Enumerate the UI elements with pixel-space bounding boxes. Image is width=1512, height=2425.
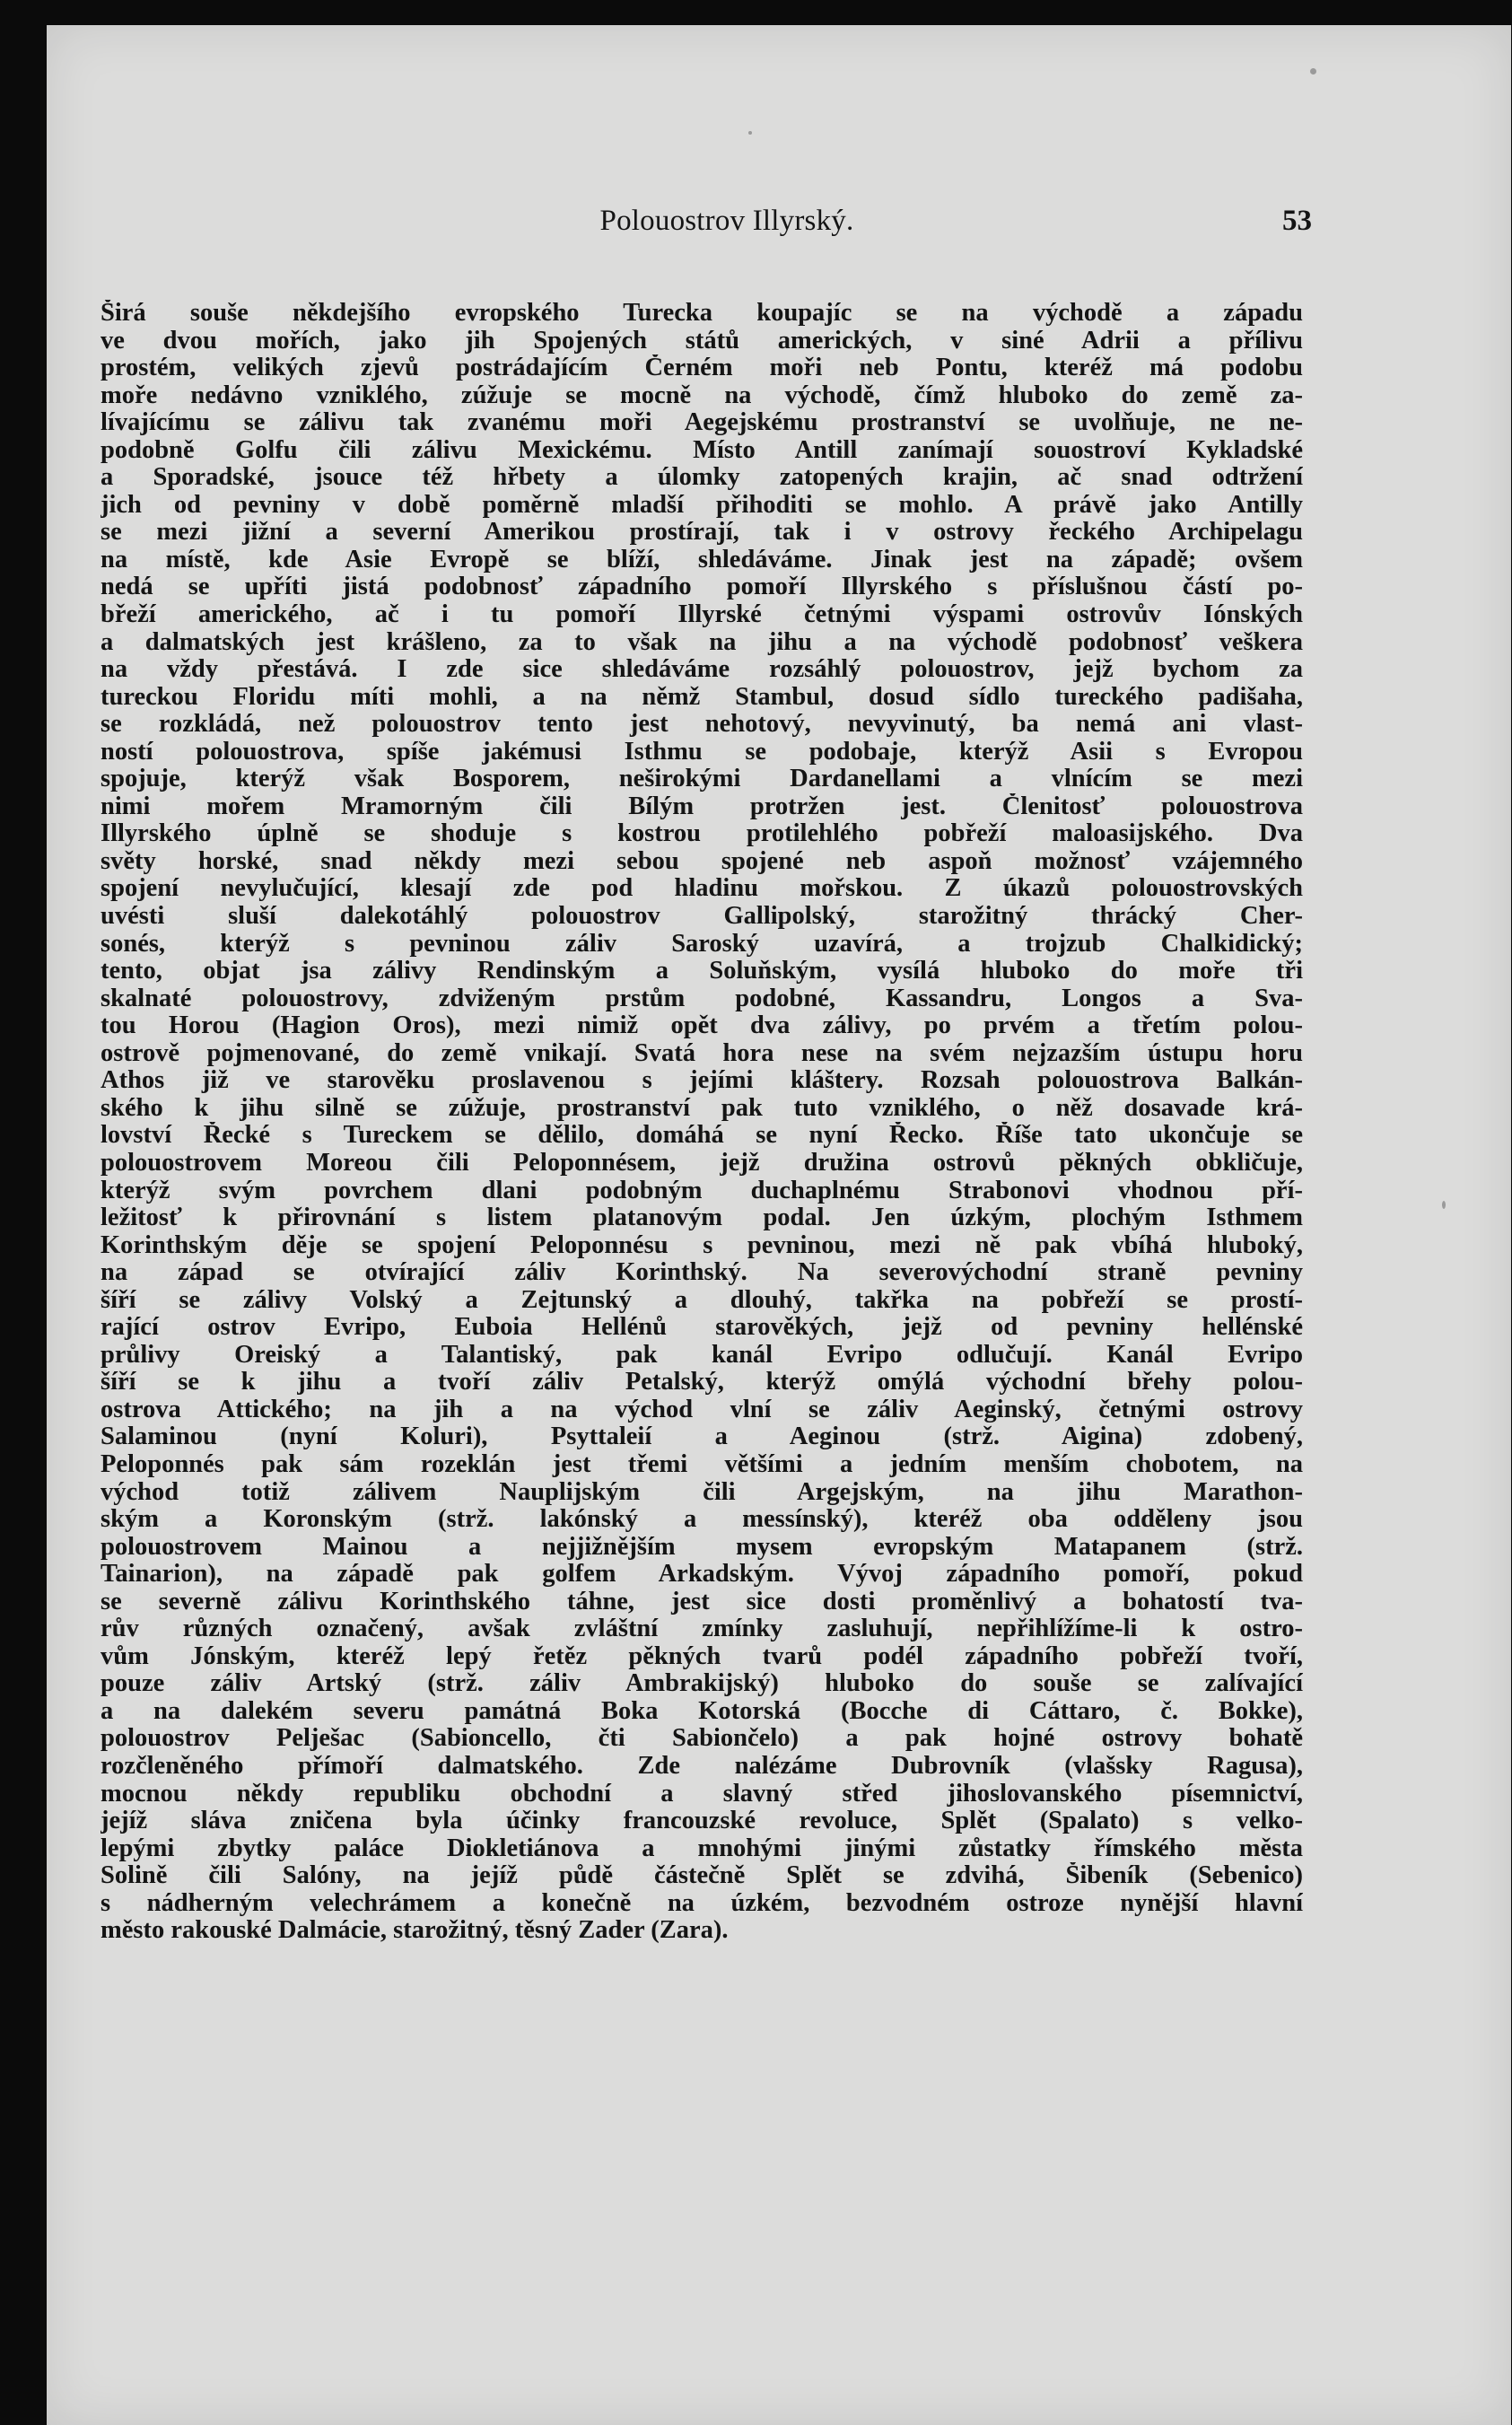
text-line: ležitosť k přirovnání s listem platanovým podal. Jen úzkým, plochým Isthmem xyxy=(101,1204,1303,1232)
text-line: východ totiž zálivem Nauplijským čili Argejským, na jihu Marathon- xyxy=(101,1478,1303,1506)
text-line: se mezi jižní a severní Amerikou prostírají, tak i v ostrovy řeckého Archipelagu xyxy=(101,519,1303,547)
paper-speck xyxy=(1310,68,1316,74)
text-line: polouostrovem Moreou čili Peloponnésem, jejž družina ostrovů pěkných obkličuje, xyxy=(101,1149,1303,1177)
text-line: tou Horou (Hagion Oros), mezi nimiž opět dva zálivy, po prvém a třetím polou- xyxy=(101,1012,1303,1040)
text-line: jejíž sláva zničena byla účinky francouzské revoluce, Splět (Spalato) s velko- xyxy=(101,1808,1303,1835)
text-line: ností polouostrova, spíše jakémusi Isthmu se podobaje, kterýž Asii s Evropou xyxy=(101,738,1303,766)
text-line: kterýž svým povrchem dlani podobným duchaplnému Strabonovi vhodnou pří- xyxy=(101,1177,1303,1204)
text-line: polouostrovem Mainou a nejjižnějším mysem evropským Matapanem (strž. xyxy=(101,1533,1303,1561)
page-number: 53 xyxy=(1282,205,1312,237)
text-line: světy horské, snad někdy mezi sebou spojené neb aspoň možnosť vzájemného xyxy=(101,847,1303,875)
text-line: šíří se zálivy Volský a Zejtunský a dlouhý, takřka na pobřeží se prostí- xyxy=(101,1286,1303,1314)
page-title: Polouostrov Illyrský. xyxy=(599,205,854,237)
text-line: ským a Koronským (strž. lakónský a messínský), kteréž oba odděleny jsou xyxy=(101,1506,1303,1534)
text-line: nimi mořem Mramorným čili Bílým protržen jest. Členitosť polouostrova xyxy=(101,792,1303,820)
text-line: pouze záliv Artský (strž. záliv Ambrakijský) hluboko do souše se zalívající xyxy=(101,1670,1303,1698)
text-line: na vždy přestává. I zde sice shledáváme rozsáhlý polouostrov, jejž bychom za xyxy=(101,656,1303,684)
text-line: rův různých označený, avšak zvláštní zmínky zasluhují, nepřihlížíme-li k ostro- xyxy=(101,1615,1303,1643)
text-line: na západ se otvírající záliv Korinthský. Na severovýchodní straně pevniny xyxy=(101,1259,1303,1287)
text-line: Solině čili Salóny, na jejíž půdě částečně Splět se zdvihá, Šibeník (Sebenico) xyxy=(101,1862,1303,1890)
paper-speck xyxy=(1442,1201,1446,1209)
text-line: mocnou někdy republiku obchodní a slavný střed jihoslovanského písemnictví, xyxy=(101,1780,1303,1808)
text-line: skalnaté polouostrovy, zdviženým prstům podobné, Kassandru, Longos a Sva- xyxy=(101,985,1303,1012)
text-line: ve dvou mořích, jako jih Spojených států amerických, v siné Adrii a přílivu xyxy=(101,327,1303,355)
text-line: vům Jónským, kteréž lepý řetěz pěkných tvarů podél západního pobřeží tvoří, xyxy=(101,1642,1303,1670)
text-line: nedá se upříti jistá podobnosť západního pomoří Illyrského s příslušnou částí po- xyxy=(101,573,1303,601)
text-line: sonés, kterýž s pevninou záliv Saroský uzavírá, a trojzub Chalkidický; xyxy=(101,930,1303,958)
text-line-last: město rakouské Dalmácie, starožitný, těsný Zader (Zara). xyxy=(101,1917,729,1945)
text-line: Peloponnés pak sám rozeklán jest třemi většími a jedním menším chobotem, na xyxy=(101,1450,1303,1478)
text-line: rozčleněného přímoří dalmatského. Zde nalézáme Dubrovník (vlašsky Ragusa), xyxy=(101,1752,1303,1780)
text-line: ostrově pojmenované, do země vnikají. Svatá hora nese na svém nejzazším ústupu horu xyxy=(101,1039,1303,1067)
text-line: prostém, velikých zjevů postrádajícím Černém moři neb Pontu, kteréž má podobu xyxy=(101,355,1303,382)
text-line: Širá souše někdejšího evropského Turecka koupajíc se na východě a západu xyxy=(101,300,1303,327)
text-line: a dalmatských jest krášleno, za to však na jihu a na východě podobnosť veškera xyxy=(101,628,1303,656)
text-line: tento, objat jsa zálivy Rendinským a Soluňským, vysílá hluboko do moře tři xyxy=(101,958,1303,985)
text-line: se severně zálivu Korinthského táhne, jest sice dosti proměnlivý a bohatostí tva- xyxy=(101,1588,1303,1615)
text-line: lepými zbytky paláce Diokletiánova a mnohými jinými zůstatky římského města xyxy=(101,1834,1303,1862)
text-line: a na dalekém severu památná Boka Kotorská (Bocche di Cáttaro, č. Bokke), xyxy=(101,1697,1303,1725)
text-line: ského k jihu silně se zúžuje, prostranství pak tuto vzniklého, o něž dosavade krá- xyxy=(101,1094,1303,1122)
running-head xyxy=(142,205,1312,258)
book-page xyxy=(47,25,1511,2425)
text-line: Athos již ve starověku proslavenou s jejími kláštery. Rozsah polouostrova Balkán- xyxy=(101,1067,1303,1095)
text-line: břeží amerického, ač i tu pomoří Illyrské četnými výspami ostrovův Iónských xyxy=(101,601,1303,629)
text-line: Salaminou (nyní Koluri), Psyttaleií a Aeginou (strž. Aigina) zdobený, xyxy=(101,1423,1303,1451)
text-line: spojuje, kterýž však Bosporem, neširokými Dardanellami a vlnícím se mezi xyxy=(101,766,1303,793)
text-line: spojení nevylučující, klesají zde pod hladinu mořskou. Z úkazů polouostrovských xyxy=(101,875,1303,903)
text-line: moře nedávno vzniklého, zúžuje se mocně na východě, čímž hluboko do země za- xyxy=(101,381,1303,409)
text-line: průlivy Oreiský a Talantiský, pak kanál Evripo odlučují. Kanál Evripo xyxy=(101,1341,1303,1369)
text-line: lívajícímu se zálivu tak zvanému moři Aegejskému prostranství se uvolňuje, ne ne- xyxy=(101,409,1303,437)
text-line: podobně Golfu čili zálivu Mexickému. Místo Antill zanímají souostroví Kykladské xyxy=(101,436,1303,464)
text-line: Korinthským děje se spojení Peloponnésu s pevninou, mezi ně pak vbíhá hluboký, xyxy=(101,1231,1303,1259)
body-text xyxy=(101,300,1303,1945)
text-line: jich od pevniny v době poměrně mladší přihoditi se mohlo. A právě jako Antilly xyxy=(101,491,1303,519)
text-line: na místě, kde Asie Evropě se blíží, shledáváme. Jinak jest na západě; ovšem xyxy=(101,546,1303,573)
text-line: lovství Řecké s Tureckem se dělilo, domáhá se nyní Řecko. Říše tato ukončuje se xyxy=(101,1122,1303,1150)
paper-speck xyxy=(748,131,752,135)
text-line: uvésti sluší dalekotáhlý polouostrov Gallipolský, starožitný thrácký Cher- xyxy=(101,903,1303,931)
text-line: šíří se k jihu a tvoří záliv Petalský, kterýž omýlá východní břehy polou- xyxy=(101,1369,1303,1396)
text-line: a Sporadské, jsouce též hřbety a úlomky zatopených krajin, ač snad odtržení xyxy=(101,464,1303,492)
text-line: s nádherným velechrámem a konečně na úzkém, bezvodném ostroze nynější hlavní xyxy=(101,1889,1303,1917)
text-line: tureckou Floridu míti mohli, a na němž Stambul, dosud sídlo tureckého padišaha, xyxy=(101,683,1303,711)
text-line: Illyrského úplně se shoduje s kostrou protilehlého pobřeží maloasijského. Dva xyxy=(101,820,1303,848)
text-line: Tainarion), na západě pak golfem Arkadským. Vývoj západního pomoří, pokud xyxy=(101,1561,1303,1589)
text-line: ostrova Attického; na jih a na východ vlní se záliv Aeginský, četnými ostrovy xyxy=(101,1396,1303,1423)
text-line: polouostrov Pelješac (Sabioncello, čti Sabiončelo) a pak hojné ostrovy bohatě xyxy=(101,1725,1303,1753)
text-line: rající ostrov Evripo, Euboia Hellénů starověkých, jejž od pevniny hellénské xyxy=(101,1314,1303,1342)
text-line: se rozkládá, než polouostrov tento jest nehotový, nevyvinutý, ba nemá ani vlast- xyxy=(101,711,1303,739)
